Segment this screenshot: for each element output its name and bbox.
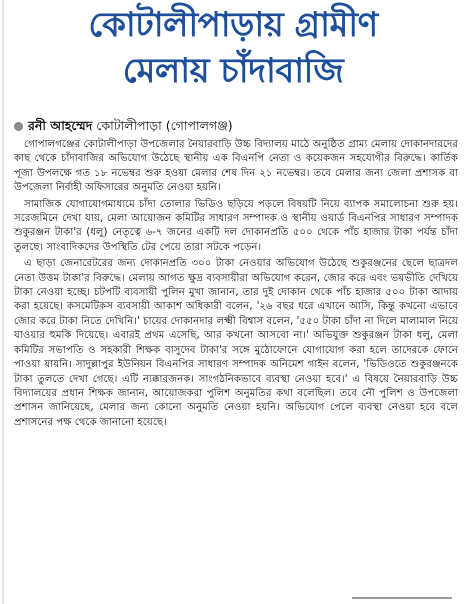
paragraph-1: গোপালগঞ্জের কোটালীপাড়া উপজেলার নৈয়ারবাড়ি উচ্চ বিদ্যালয় মাঠে অনুষ্ঠিত গ্রাম্য মেলায় দোকানদারদের কাছ থেকে চাঁদাবাজির অভিযোগ উঠেছে স্থানীয় এক বিএনপি নেতা ও কয়েকজন সহযোগীর বিরুদ্ধে। কার্তিক পূজা উপলক্ষে গত ১৮ নভেম্বর শুরু হওয়া মেলার শেষ দিন ২১ নভেম্বর। তবে মেলার জন্য জেলা প্রশাসক বা উপজেলা নির্বাহী অফিসারের অনুমতি নেওয়া হয়নি। (14, 139, 458, 194)
headline-line-2: মেলায় চাঁদাবাজি (122, 50, 344, 91)
article-body (14, 138, 458, 432)
headline-line-1: কোটালীপাড়ায় গ্রামীণ (88, 5, 378, 45)
paragraph-2: সামাজিক যোগাযোগমাধ্যমে চাঁদা তোলার ভিডিও ছড়িয়ে পড়লে বিষয়টি নিয়ে ব্যাপক সমালোচনা শুরু হয়। সরেজমিনে দেখা যায়, মেলা আয়োজন কমিটির সাধারণ সম্পাদক ও স্থানীয় ওয়ার্ড বিএনপির সাধারণ সম্পাদক শুকুরঞ্জন টাকা'র (ধলু) নেতৃত্বে ৬-৭ জনের একটি দল দোকানপ্রতি ৫০০ থেকে পাঁচ হাজার টাকা পর্যন্ত চাঁদা তুলছে। সাংবাদিকদের উপস্থিতি টের পেয়ে তারা সটকে পড়েন। (14, 198, 458, 253)
byline-place: কোটালীপাড়া (গোপালগঞ্জ) (96, 118, 233, 133)
bottom-rule (352, 597, 452, 599)
bullet-dot-icon (14, 122, 23, 131)
headline (0, 0, 466, 89)
paragraph-3: এ ছাড়া জেনারেটরের জন্য দোকানপ্রতি ৩০০ টাকা নেওয়ার অভিযোগ উঠেছে শুকুরঞ্জনের ছেলে ছাত্রদল নেতা উত্তম টাকা'র বিরুদ্ধে। মেলায় আগত ক্ষুদ্র ব্যবসায়ীরা অভিযোগ করেন, জোর করে এবং ভয়ভীতি দেখিয়ে টাকা নেওয়া হচ্ছে। চটপটি ব্যবসায়ী পুলিন মুখা জানান, তার দুই দোকান থেকে পাঁচ হাজার ৫০০ টাকা আদায় করা হয়েছে। কসমেটিকস ব্যবসায়ী আকাশ অধিকারী বলেন, '২৬ বছর ধরে এখানে আসি, কিন্তু কখনো এভাবে জোর করে টাকা নিতে দেখিনি।' চায়ের দোকানদার লক্ষ্মী বিশ্বাস বলেন, '৫৫০ টাকা চাঁদা না দিলে মালামাল নিয়ে যাওয়ার হুমকি দিয়েছে। এবারই প্রথম এসেছি, আর কখনো আসবো না।' অভিযুক্ত শুকুরঞ্জন টাকা ধলু, মেলা কমিটির সভাপতি ও সহকারী শিক্ষক বাসুদেব টাকা'র সঙ্গে মুঠোফোনে যোগাযোগ করা হলে তাদেরকে ফোনে পাওয়া যায়নি। সাদুল্লাপুর ইউনিয়ন বিএনপির সাধারণ সম্পাদক অনিমেশ গাইন বলেন, 'ভিডিওতে শুকুরঞ্জনকে টাকা তুলতে দেখা গেছে। এটি ন্যক্কারজনক। সাংগঠনিকভাবে ব্যবস্থা নেওয়া হবে।' এ বিষয়ে নৈয়ারবাড়ি উচ্চ বিদ্যালয়ের প্রধান শিক্ষক জানান, আয়োজকরা পুলিশ অনুমতির কথা বলেছিল। তবে নৌ পুলিশ ও উপজেলা প্রশাসন জানিয়েছে, মেলার জন্য কোনো অনুমতি নেওয়া হয়নি। অভিযোগ পেলে ব্যবস্থা নেওয়া হবে বলে প্রশাসনের পক্ষ থেকে জানানো হয়েছে। (14, 258, 458, 428)
byline-author: রনী আহম্মেদ (28, 118, 93, 133)
byline (14, 118, 454, 134)
left-margin-rule (2, 0, 4, 604)
